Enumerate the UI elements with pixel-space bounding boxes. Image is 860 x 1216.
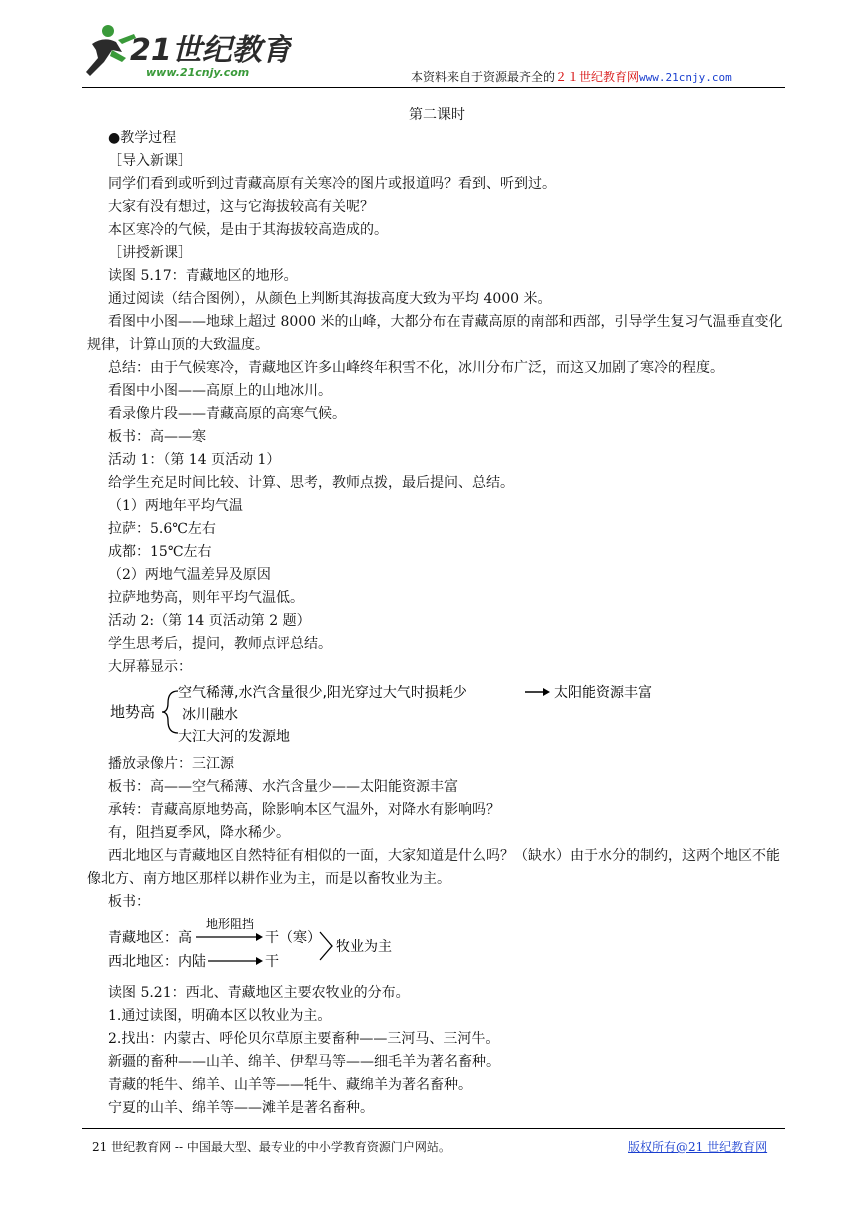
section-heading: ●教学过程 [108, 130, 177, 146]
paragraph: 西北地区与青藏地区自然特征有相似的一面，大家知道是什么吗？（缺水）由于水分的制约，这两个地区不能像北方、南方地区那样以耕作业为主，而是以畜牧业为主。 [87, 848, 780, 887]
text-line: 新疆的畜种——山羊、绵羊、伊犁马等——细毛羊为著名畜种。 [108, 1054, 500, 1070]
diagram2-row2-result: 干 [265, 954, 279, 970]
text-line: ［讲授新课］ [108, 245, 192, 261]
text-line: 活动 2:（第 14 页活动第 2 题） [108, 613, 311, 629]
text-line: 学生思考后，提问，教师点评总结。 [108, 636, 332, 652]
text-line: 总结：由于气候寒冷，青藏地区许多山峰终年积雪不化，冰川分布广泛，而这又加剧了寒冷的程度。 [108, 360, 724, 376]
diagram2-arrow-label: 地形阻挡 [206, 917, 255, 931]
page-header [0, 0, 860, 90]
text-line: 青藏的牦牛、绵羊、山羊等——牦牛、藏绵羊为著名畜种。 [108, 1077, 472, 1093]
diagram2-conclusion: 牧业为主 [336, 939, 392, 955]
arrow-right-icon [525, 688, 550, 696]
text-line: 同学们看到或听到过青藏高原有关寒冷的图片或报道吗？看到、听到过。 [108, 176, 556, 192]
text-line: 板书： [108, 894, 150, 910]
text-line: 本区寒冷的气候，是由于其海拔较高造成的。 [108, 222, 388, 238]
text-line: 承转：青藏高原地势高，除影响本区气温外，对降水有影响吗？ [108, 802, 500, 818]
header-note-prefix: 本资料来自于资源最齐全的 [411, 70, 556, 84]
text-line: 播放录像片：三江源 [108, 756, 234, 772]
diagram-root: 地势高 [110, 703, 156, 721]
text-line: （1）两地年平均气温 [108, 498, 243, 514]
diagram2-row1-region: 青藏地区： [108, 930, 178, 946]
paragraph: 看图中小图——地球上超过 8000 米的山峰，大都分布在青藏高原的南部和西部，引导学生复习气温垂直变化规律，计算山顶的大致温度。 [87, 314, 783, 353]
diagram2-row2-region: 西北地区： [108, 954, 178, 970]
text-line: 读图 5.21：西北、青藏地区主要农牧业的分布。 [108, 985, 410, 1001]
diagram-branch-2: 冰川融水 [182, 707, 238, 723]
logo-url: www.21cnjy.com [146, 66, 250, 79]
arrow-right-icon [196, 933, 263, 941]
page-title: 第二课时 [409, 107, 465, 123]
text-line: 1.通过读图，明确本区以牧业为主。 [108, 1008, 332, 1024]
header-note-site[interactable]: ２１世纪教育网 [555, 70, 640, 84]
text-line: 通过阅读（结合图例），从颜色上判断其海拔高度大致为平均 4000 米。 [108, 291, 552, 307]
text-line: 拉萨地势高，则年平均气温低。 [108, 590, 304, 606]
text-line: 宁夏的山羊、绵羊等——滩羊是著名畜种。 [108, 1100, 374, 1116]
text-line: 大家有没有想过，这与它海拔较高有关呢？ [108, 199, 374, 215]
footer-divider [82, 1128, 785, 1129]
text-line: 读图 5.17：青藏地区的地形。 [108, 268, 298, 284]
header-note-url[interactable]: www.21cnjy.com [639, 71, 732, 84]
diagram-branch-1: 空气稀薄,水汽含量很少,阳光穿过大气时损耗少 [178, 685, 467, 701]
arrow-right-icon [208, 957, 263, 965]
text-line: 活动 1：（第 14 页活动 1） [108, 452, 281, 468]
diagram2-row2-factor: 内陆 [178, 954, 206, 970]
text-line: 大屏幕显示： [108, 659, 192, 675]
text-line: 看录像片段——青藏高原的高寒气候。 [108, 406, 346, 422]
footer-copyright-link[interactable]: 版权所有@21 世纪教育网 [628, 1140, 768, 1154]
text-line: 板书：高——空气稀薄、水汽含量少——太阳能资源丰富 [108, 779, 458, 795]
diagram-brace [162, 691, 178, 733]
text-line: （2）两地气温差异及原因 [108, 567, 271, 583]
header-divider [82, 87, 785, 88]
diagram-branch-3: 大江大河的发源地 [178, 729, 290, 743]
logo-text: 21世纪教育 [130, 33, 292, 68]
diagram2-row1-factor: 高 [178, 930, 192, 946]
text-line: 看图中小图——高原上的山地冰川。 [108, 383, 332, 399]
text-line: 拉萨：5.6℃左右 [108, 521, 216, 537]
text-line: 板书：高——寒 [108, 429, 206, 445]
diagram2-row1-result: 干（寒） [265, 930, 321, 946]
text-line: ［导入新课］ [108, 153, 192, 169]
diagram-branch-1-result: 太阳能资源丰富 [554, 685, 652, 701]
text-line: 成都：15℃左右 [108, 544, 212, 560]
document-body [87, 104, 787, 1120]
header-note [411, 68, 732, 85]
footer-text: 21 世纪教育网 -- 中国最大型、最专业的中小学教育资源门户网站。 [92, 1140, 451, 1154]
site-logo[interactable] [82, 22, 292, 84]
text-line: 2.找出：内蒙古、呼伦贝尔草原主要畜种——三河马、三河牛。 [108, 1031, 500, 1047]
runner-icon [86, 25, 136, 76]
diagram-pastoral-regions [108, 916, 408, 972]
text-line: 有，阻挡夏季风，降水稀少。 [108, 825, 290, 841]
diagram-altitude-effects [108, 681, 688, 743]
diagram2-merge-bracket [320, 932, 332, 960]
text-line: 给学生充足时间比较、计算、思考，教师点拨，最后提问、总结。 [108, 475, 514, 491]
